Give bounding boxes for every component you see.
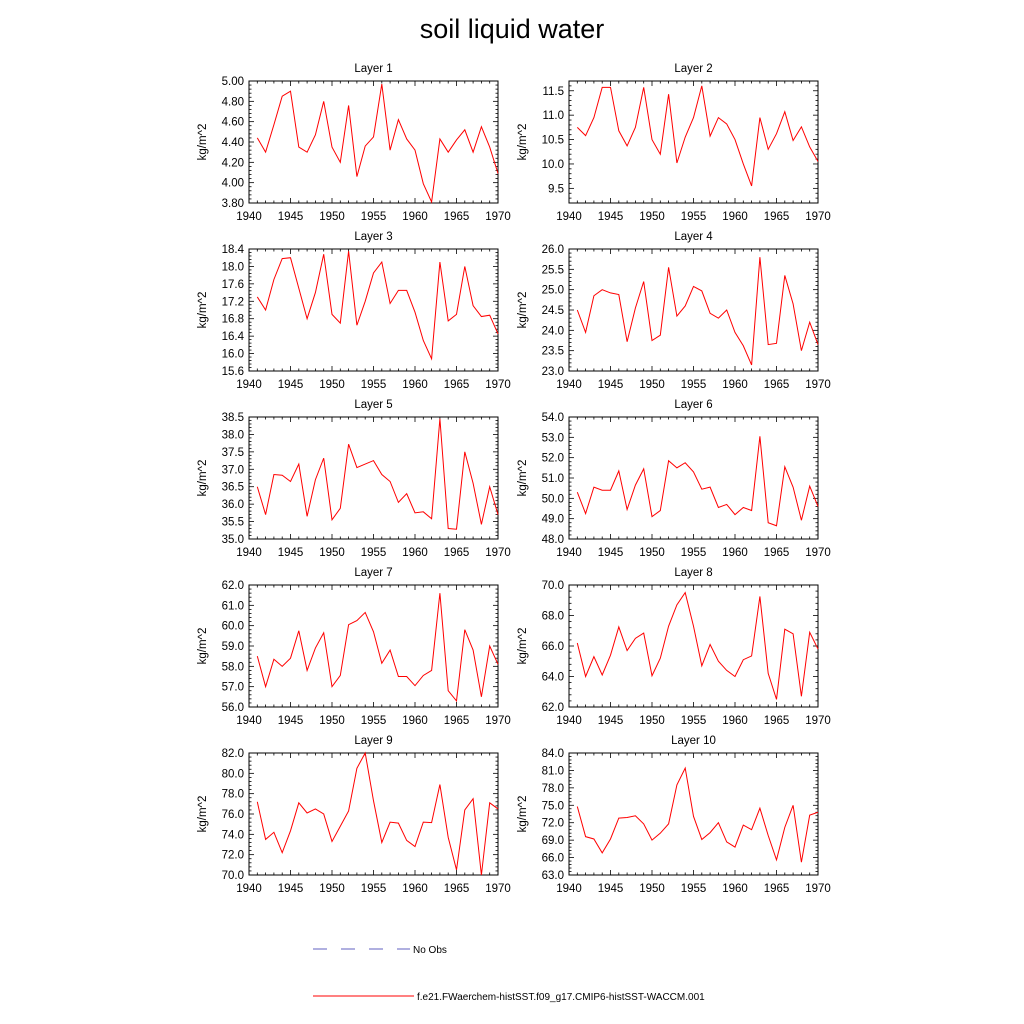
y-tick-label: 11.0	[542, 110, 564, 123]
x-tick-label: 1970	[485, 883, 511, 895]
chart-title: soil liquid water	[419, 14, 605, 44]
y-tick-label: 78.0	[541, 782, 564, 795]
y-tick-label: 38.5	[221, 412, 244, 424]
panel-layer-8	[517, 567, 831, 727]
x-tick-label: 1970	[485, 547, 511, 559]
x-tick-label: 1965	[763, 379, 790, 391]
y-tick-label: 48.0	[541, 534, 564, 546]
x-tick-label: 1955	[360, 379, 387, 391]
x-tick-label: 1940	[236, 379, 262, 391]
y-tick-label: 25.0	[541, 284, 564, 297]
x-tick-label: 1955	[680, 883, 707, 895]
panel-title: Layer 1	[354, 63, 393, 75]
x-tick-label: 1940	[236, 883, 262, 895]
y-tick-label: 64.0	[541, 671, 564, 684]
x-tick-label: 1950	[319, 211, 345, 223]
x-tick-label: 1965	[443, 883, 470, 895]
y-tick-label: 56.0	[221, 702, 244, 714]
x-tick-label: 1970	[805, 715, 831, 727]
x-tick-label: 1965	[763, 211, 790, 223]
x-tick-label: 1965	[763, 883, 790, 895]
y-tick-label: 70.0	[221, 870, 244, 882]
plot-frame	[249, 753, 498, 875]
y-tick-label: 36.5	[221, 481, 244, 494]
x-tick-label: 1960	[402, 211, 428, 223]
x-tick-label: 1965	[443, 379, 470, 391]
y-tick-label: 37.0	[221, 464, 244, 477]
x-tick-label: 1970	[485, 379, 511, 391]
panel-layer-5	[197, 399, 511, 559]
y-axis-label: kg/m^2	[197, 459, 209, 497]
y-tick-label: 3.80	[221, 198, 244, 210]
x-tick-label: 1940	[556, 547, 582, 559]
x-tick-label: 1970	[805, 547, 831, 559]
x-tick-label: 1970	[485, 211, 511, 223]
x-tick-label: 1950	[639, 211, 665, 223]
x-tick-label: 1965	[763, 547, 790, 559]
x-tick-label: 1960	[722, 715, 748, 727]
panel-layer-10	[517, 735, 831, 895]
x-tick-label: 1965	[443, 211, 470, 223]
x-tick-label: 1965	[763, 715, 790, 727]
panel-layer-9	[197, 735, 511, 895]
x-tick-label: 1945	[597, 883, 624, 895]
x-tick-label: 1950	[639, 883, 665, 895]
x-tick-label: 1940	[236, 211, 262, 223]
series-line	[257, 593, 498, 701]
y-tick-label: 4.80	[221, 96, 244, 109]
legend-label-model: f.e21.FWaerchem-histSST.f09_g17.CMIP6-histSST-WACCM.001	[417, 992, 705, 1003]
y-tick-label: 80.0	[221, 768, 244, 781]
x-tick-label: 1945	[277, 379, 304, 391]
x-tick-label: 1945	[597, 715, 624, 727]
x-tick-label: 1955	[360, 547, 387, 559]
y-tick-label: 60.0	[221, 620, 244, 633]
y-tick-label: 5.00	[221, 76, 244, 88]
y-tick-label: 4.00	[221, 177, 244, 190]
y-axis-label: kg/m^2	[517, 627, 529, 665]
x-tick-label: 1950	[639, 547, 665, 559]
y-tick-label: 25.5	[541, 264, 564, 277]
series-line	[257, 251, 498, 359]
panel-title: Layer 6	[674, 399, 713, 411]
y-tick-label: 35.5	[221, 516, 244, 529]
y-tick-label: 72.0	[221, 849, 244, 862]
x-tick-label: 1960	[402, 883, 428, 895]
panel-title: Layer 9	[354, 735, 393, 747]
x-tick-label: 1950	[319, 883, 345, 895]
y-tick-label: 59.0	[221, 641, 244, 653]
y-tick-label: 16.4	[221, 331, 244, 344]
y-tick-label: 75.0	[541, 800, 564, 813]
y-tick-label: 49.0	[541, 513, 564, 526]
legend-label-no-obs: No Obs	[413, 945, 447, 956]
plot-frame	[569, 585, 818, 707]
panel-layer-4	[517, 231, 831, 391]
series-line	[257, 753, 498, 875]
y-tick-label: 63.0	[541, 870, 564, 882]
y-tick-label: 62.0	[221, 580, 244, 592]
x-tick-label: 1960	[722, 211, 748, 223]
y-tick-label: 53.0	[541, 432, 564, 445]
x-tick-label: 1950	[319, 715, 345, 727]
y-tick-label: 66.0	[541, 852, 564, 865]
y-axis-label: kg/m^2	[197, 627, 209, 665]
series-line	[577, 257, 818, 365]
x-tick-label: 1950	[319, 547, 345, 559]
x-tick-label: 1945	[597, 379, 624, 391]
y-tick-label: 58.0	[221, 661, 244, 674]
y-tick-label: 76.0	[221, 809, 244, 821]
x-tick-label: 1970	[805, 379, 831, 391]
y-axis-label: kg/m^2	[197, 123, 209, 161]
y-tick-label: 57.0	[221, 681, 244, 694]
plot-frame	[249, 585, 498, 707]
y-tick-label: 23.5	[541, 345, 564, 358]
panel-title: Layer 5	[354, 399, 393, 411]
y-tick-label: 4.20	[221, 157, 244, 170]
x-tick-label: 1945	[277, 715, 304, 727]
x-tick-label: 1940	[556, 211, 582, 223]
series-line	[577, 768, 818, 862]
y-tick-label: 4.40	[221, 137, 244, 149]
y-tick-label: 16.8	[221, 313, 244, 326]
x-tick-label: 1955	[360, 715, 387, 727]
x-tick-label: 1950	[639, 715, 665, 727]
x-tick-label: 1940	[556, 379, 582, 391]
x-tick-label: 1955	[360, 211, 387, 223]
x-tick-label: 1955	[680, 547, 707, 559]
y-tick-label: 72.0	[541, 817, 564, 830]
y-tick-label: 69.0	[541, 835, 564, 848]
y-axis-label: kg/m^2	[197, 291, 209, 329]
x-tick-label: 1945	[277, 211, 304, 223]
x-tick-label: 1965	[443, 715, 470, 727]
series-line	[577, 86, 818, 186]
series-line	[257, 419, 498, 530]
y-tick-label: 24.0	[541, 325, 564, 338]
y-tick-label: 17.6	[221, 278, 244, 291]
x-tick-label: 1945	[277, 883, 304, 895]
x-tick-label: 1950	[319, 379, 345, 391]
y-tick-label: 15.6	[221, 366, 244, 378]
x-tick-label: 1960	[402, 547, 428, 559]
panel-layer-6	[517, 399, 831, 559]
y-tick-label: 10.5	[541, 134, 564, 147]
y-tick-label: 23.0	[541, 366, 564, 378]
y-tick-label: 70.0	[541, 580, 564, 592]
legend	[313, 945, 705, 1003]
series-line	[577, 593, 818, 700]
x-tick-label: 1970	[805, 211, 831, 223]
y-tick-label: 82.0	[221, 748, 244, 760]
y-tick-label: 37.5	[221, 446, 244, 459]
panel-title: Layer 8	[674, 567, 713, 579]
x-tick-label: 1960	[402, 379, 428, 391]
y-tick-label: 52.0	[541, 452, 564, 465]
x-tick-label: 1960	[722, 547, 748, 559]
y-tick-label: 16.0	[221, 348, 244, 361]
x-tick-label: 1940	[556, 883, 582, 895]
x-tick-label: 1960	[722, 883, 748, 895]
y-tick-label: 38.0	[221, 429, 244, 442]
y-tick-label: 68.0	[541, 610, 564, 623]
x-tick-label: 1950	[639, 379, 665, 391]
panel-layer-2	[517, 63, 831, 223]
x-tick-label: 1955	[680, 379, 707, 391]
y-tick-label: 35.0	[221, 534, 244, 546]
y-tick-label: 4.60	[221, 116, 244, 129]
y-axis-label: kg/m^2	[517, 291, 529, 329]
y-tick-label: 51.0	[541, 473, 564, 485]
y-tick-label: 36.0	[221, 499, 244, 512]
plot-frame	[249, 249, 498, 371]
y-tick-label: 62.0	[541, 702, 564, 714]
y-axis-label: kg/m^2	[517, 123, 529, 161]
x-tick-label: 1955	[360, 883, 387, 895]
y-tick-label: 50.0	[541, 493, 564, 506]
x-tick-label: 1940	[236, 547, 262, 559]
panel-title: Layer 4	[674, 231, 713, 243]
x-tick-label: 1945	[597, 547, 624, 559]
y-axis-label: kg/m^2	[517, 459, 529, 497]
y-tick-label: 81.0	[541, 765, 564, 778]
x-tick-label: 1945	[277, 547, 304, 559]
y-tick-label: 18.0	[221, 261, 244, 274]
y-axis-label: kg/m^2	[197, 795, 209, 833]
panel-title: Layer 2	[674, 63, 713, 75]
panel-layer-1	[197, 63, 511, 223]
y-tick-label: 26.0	[541, 244, 564, 256]
panel-title: Layer 10	[671, 735, 716, 747]
x-tick-label: 1960	[722, 379, 748, 391]
x-tick-label: 1940	[236, 715, 262, 727]
y-tick-label: 11.5	[542, 85, 564, 98]
x-tick-label: 1955	[680, 715, 707, 727]
x-tick-label: 1955	[680, 211, 707, 223]
y-tick-label: 24.5	[541, 305, 564, 317]
series-line	[257, 84, 498, 202]
y-tick-label: 66.0	[541, 641, 564, 653]
plot-frame	[249, 81, 498, 203]
series-line	[577, 436, 818, 525]
panel-layer-7	[197, 567, 511, 727]
y-tick-label: 10.0	[541, 158, 564, 171]
x-tick-label: 1940	[556, 715, 582, 727]
x-tick-label: 1960	[402, 715, 428, 727]
y-tick-label: 61.0	[221, 600, 244, 613]
y-axis-label: kg/m^2	[517, 795, 529, 833]
panel-title: Layer 3	[354, 231, 393, 243]
y-tick-label: 18.4	[221, 244, 244, 256]
x-tick-label: 1970	[485, 715, 511, 727]
x-tick-label: 1945	[597, 211, 624, 223]
plot-frame	[569, 417, 818, 539]
y-tick-label: 9.5	[548, 183, 564, 196]
x-tick-label: 1965	[443, 547, 470, 559]
x-tick-label: 1970	[805, 883, 831, 895]
y-tick-label: 84.0	[541, 748, 564, 760]
panel-title: Layer 7	[354, 567, 393, 579]
panel-layer-3	[197, 231, 511, 391]
y-tick-label: 78.0	[221, 788, 244, 801]
y-tick-label: 17.2	[221, 296, 244, 309]
y-tick-label: 54.0	[541, 412, 564, 424]
plot-frame	[569, 81, 818, 203]
y-tick-label: 74.0	[221, 829, 244, 842]
